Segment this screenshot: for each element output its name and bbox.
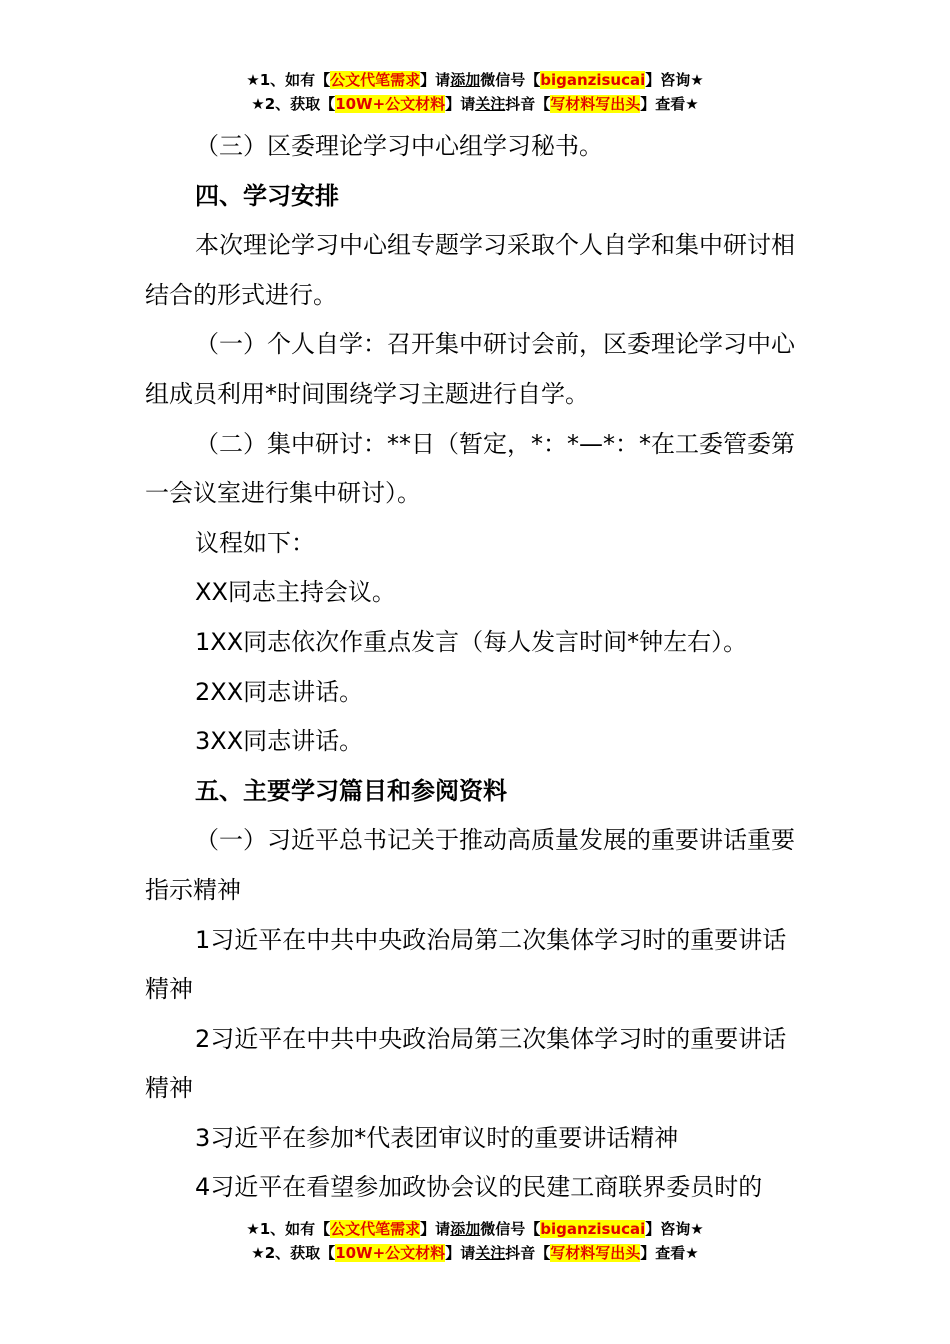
banner-text: 抖音【 xyxy=(505,95,551,113)
banner-text: 抖音【 xyxy=(505,1244,551,1262)
banner-text: 微信号【 xyxy=(480,1220,541,1238)
banner-text: ★1、如有【 xyxy=(246,71,331,89)
banner-text: 】请 xyxy=(445,95,476,113)
banner-text: 】请 xyxy=(445,1244,476,1262)
underlined-text: 关注 xyxy=(475,95,506,113)
agenda-item: 1XX同志依次作重点发言（每人发言时间*钟左右）。 xyxy=(195,627,748,656)
underlined-text: 添加 xyxy=(450,71,481,89)
banner-line-2 xyxy=(0,1241,950,1265)
wechat-id: biganzisucai xyxy=(540,1220,646,1238)
douyin-account: 写材料写出头 xyxy=(550,1244,641,1262)
wechat-id: biganzisucai xyxy=(540,71,646,89)
highlight-text: 10W+公文材料 xyxy=(335,95,446,113)
header-banner xyxy=(0,68,950,116)
banner-text: 】查看★ xyxy=(640,1244,699,1262)
list-item: 4习近平在看望参加政协会议的民建工商联界委员时的 xyxy=(195,1173,763,1202)
highlight-text: 10W+公文材料 xyxy=(335,1244,446,1262)
banner-text: 】请 xyxy=(420,1220,451,1238)
section-heading: 四、学习安排 xyxy=(195,181,339,210)
banner-text: 】咨询★ xyxy=(645,71,704,89)
document-body xyxy=(145,122,810,1213)
paragraph: 本次理论学习中心组专题学习采取个人自学和集中研讨相结合的形式进行。 xyxy=(145,231,795,309)
paragraph: （一）个人自学：召开集中研讨会前，区委理论学习中心组成员利用*时间围绕学习主题进行自学。 xyxy=(145,330,795,408)
douyin-account: 写材料写出头 xyxy=(550,95,641,113)
paragraph: （三）区委理论学习中心组学习秘书。 xyxy=(195,132,603,160)
banner-line-1 xyxy=(0,68,950,92)
underlined-text: 添加 xyxy=(450,1220,481,1238)
list-item: 1习近平在中共中央政治局第二次集体学习时的重要讲话精神 xyxy=(145,925,787,1004)
banner-text: 】查看★ xyxy=(640,95,699,113)
paragraph: （一）习近平总书记关于推动高质量发展的重要讲话重要指示精神 xyxy=(145,826,795,904)
banner-text: ★2、获取【 xyxy=(251,1244,336,1262)
highlight-text: 公文代笔需求 xyxy=(330,71,421,89)
banner-text: 微信号【 xyxy=(480,71,541,89)
banner-text: ★2、获取【 xyxy=(251,95,336,113)
section-heading: 五、主要学习篇目和参阅资料 xyxy=(195,776,507,805)
agenda-item: 2XX同志讲话。 xyxy=(195,677,364,706)
banner-line-1 xyxy=(0,1217,950,1241)
list-item: 2习近平在中共中央政治局第三次集体学习时的重要讲话精神 xyxy=(145,1024,787,1103)
banner-text: ★1、如有【 xyxy=(246,1220,331,1238)
footer-banner xyxy=(0,1217,950,1265)
banner-text: 】请 xyxy=(420,71,451,89)
underlined-text: 关注 xyxy=(475,1244,506,1262)
banner-text: 】咨询★ xyxy=(645,1220,704,1238)
paragraph: 议程如下： xyxy=(195,528,315,557)
banner-line-2 xyxy=(0,92,950,116)
paragraph: （二）集中研讨：**日（暂定，*：*—*：*在工委管委第一会议室进行集中研讨）。 xyxy=(145,429,795,508)
highlight-text: 公文代笔需求 xyxy=(330,1220,421,1238)
agenda-item: XX同志主持会议。 xyxy=(195,578,396,607)
list-item: 3习近平在参加*代表团审议时的重要讲话精神 xyxy=(195,1123,679,1152)
agenda-item: 3XX同志讲话。 xyxy=(195,727,364,756)
